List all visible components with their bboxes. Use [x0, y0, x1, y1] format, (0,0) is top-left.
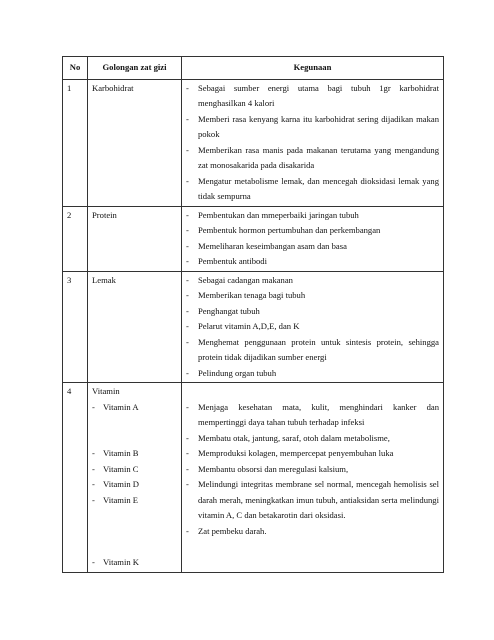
use-item: - Sebagai sumber energi utama bagi tubuh 1gr karbohidrat menghasilkan 4 kalori — [186, 82, 439, 108]
use-item: - Zat pembeku darah. — [186, 525, 267, 536]
row-group: Karbohidrat — [88, 79, 182, 206]
table-row — [63, 383, 444, 573]
vitamin-subitem: - Vitamin D — [92, 479, 140, 489]
vitamin-subitem: - Vitamin B — [92, 448, 139, 458]
use-item: - Membantu obsorsi dan meregulasi kalsium, — [186, 463, 349, 474]
row-uses — [182, 271, 444, 383]
row-uses — [182, 383, 444, 573]
row-uses — [182, 79, 444, 206]
vitamin-subitem: - Vitamin C — [92, 463, 139, 474]
use-item: - Menghemat penggunaan protein untuk sintesis protein, sehingga protein tidak dijadikan sumber energi — [186, 336, 439, 362]
use-item: - Memberikan rasa manis pada makanan terutama yang mengandung zat monosakarida pada disakarida — [186, 144, 439, 170]
use-item: - Melindungi integritas membrane sel normal, mencegah hemolisis sel darah merah, meningkatkan imun tubuh, antiaksidan serta melindungi vitamin A, C dan betakarotin dari oksidasi. — [186, 479, 439, 520]
use-item: - Pelarut vitamin A,D,E, dan K — [186, 321, 300, 331]
vitamin-subitem: - Vitamin K — [92, 557, 140, 567]
row-uses — [182, 206, 444, 271]
vitamin-subitem: - Vitamin E — [92, 494, 139, 505]
header-no: No — [63, 57, 88, 80]
row-group: Lemak — [88, 271, 182, 383]
group-label: Vitamin — [92, 386, 120, 396]
use-item: - Memberi rasa kenyang karna itu karbohidrat sering dijadikan makan pokok — [186, 113, 439, 139]
use-item: - Pembentukan dan mmeperbaiki jaringan tubuh — [186, 209, 359, 220]
use-item: - Memberikan tenaga bagi tubuh — [186, 290, 306, 300]
use-item: - Pembentuk antibodi — [186, 256, 267, 266]
nutrition-table — [62, 56, 444, 573]
vitamin-subitem: - Vitamin A — [92, 401, 139, 412]
header-use: Kegunaan — [182, 57, 444, 80]
row-number: 1 — [63, 79, 88, 206]
use-item: - Memproduksi kolagen, mempercepat penyembuhan luka — [186, 448, 394, 458]
table-header-row — [63, 57, 444, 80]
use-item: - Memeliharan keseimbangan asam dan basa — [186, 240, 347, 251]
table-row — [63, 271, 444, 383]
use-item: - Pembentuk hormon pertumbuhan dan perkembangan — [186, 225, 381, 235]
row-number: 3 — [63, 271, 88, 383]
table-row — [63, 206, 444, 271]
use-item: - Menjaga kesehatan mata, kulit, menghindari kanker dan mempertinggi daya tahan tubuh terhadap infeksi — [186, 401, 439, 427]
use-item: - Pelindung organ tubuh — [186, 367, 277, 378]
row-group: Protein — [88, 206, 182, 271]
use-item: - Penghangat tubuh — [186, 305, 260, 316]
row-group — [88, 383, 182, 573]
use-item: - Mengatur metabolisme lemak, dan mencegah dioksidasi lemak yang tidak sempurna — [186, 175, 439, 201]
use-item: - Membatu otak, jantung, saraf, otoh dalam metabolisme, — [186, 432, 390, 443]
use-item: - Sebagai cadangan makanan — [186, 274, 293, 285]
header-group: Golongan zat gizi — [88, 57, 182, 80]
row-number: 4 — [63, 383, 88, 573]
table-row — [63, 79, 444, 206]
row-number: 2 — [63, 206, 88, 271]
